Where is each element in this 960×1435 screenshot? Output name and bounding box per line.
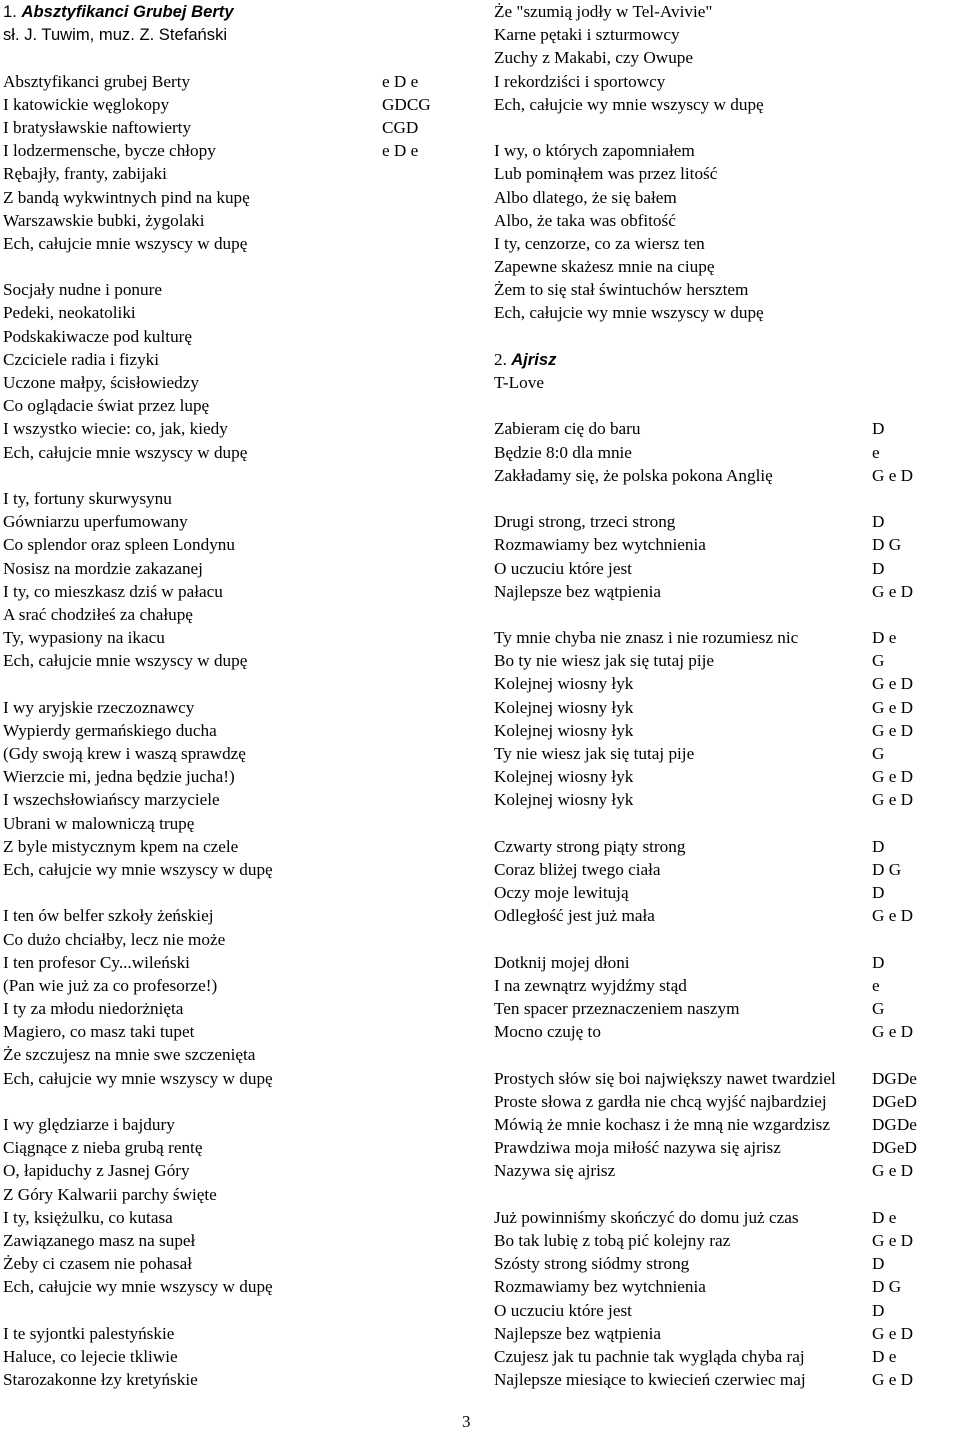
lyric-line — [494, 672, 960, 695]
lyric-line — [3, 93, 473, 116]
lyric-line — [494, 1275, 960, 1298]
lyric-text: Ech, całujcie wy mnie wszyscy w dupę — [494, 303, 764, 323]
lyric-line — [494, 1159, 960, 1182]
lyric-text: Wypierdy germańskiego ducha — [3, 720, 217, 740]
lyric-line — [494, 997, 960, 1020]
chord-label: CGD — [382, 117, 419, 137]
lyric-line — [3, 742, 473, 765]
lyric-text: Najlepsze bez wątpienia — [494, 581, 662, 601]
lyric-text: I ten profesor Cy...wileński — [3, 952, 190, 972]
lyric-line — [494, 1368, 960, 1391]
lyric-line — [3, 626, 473, 649]
lyric-line — [494, 417, 960, 440]
lyric-line — [494, 0, 960, 23]
lyric-line — [494, 441, 960, 464]
lyric-text: Zabieram cię do baru — [494, 419, 641, 439]
lyric-text: Magiero, co masz taki tupet — [3, 1022, 195, 1042]
lyric-text: O uczuciu które jest — [494, 1300, 632, 1320]
lyric-line — [3, 533, 473, 556]
lyric-text: Albo dlatego, że się bałem — [494, 187, 677, 207]
song-1-credits: sł. J. Tuwim, muz. Z. Stefański — [3, 25, 228, 45]
lyric-line — [494, 1299, 960, 1322]
chord-label: DGeD — [872, 1138, 917, 1158]
lyric-text: Że szczujesz na mnie swe szczenięta — [3, 1045, 256, 1065]
lyric-text: Haluce, co lejecie tkliwie — [3, 1346, 178, 1366]
lyric-line — [494, 974, 960, 997]
chord-label: G e D — [872, 1230, 914, 1250]
lyric-text: Z byle mistycznym kpem na czele — [3, 836, 239, 856]
lyric-text: Karne pętaki i szturmowcy — [494, 25, 680, 45]
lyric-text: Kolejnej wiosny łyk — [494, 790, 634, 810]
chord-label: G e D — [872, 697, 914, 717]
lyric-line — [3, 70, 473, 93]
lyric-text: Prostych słów się boi największy nawet twardziel — [494, 1068, 836, 1088]
lyric-line — [494, 1252, 960, 1275]
lyric-line — [494, 162, 960, 185]
lyric-text: Ech, całujcie mnie wszyscy w dupę — [3, 442, 248, 462]
lyric-line — [494, 1206, 960, 1229]
chord-label: G e D — [872, 720, 914, 740]
lyric-line — [3, 603, 473, 626]
lyric-line — [494, 301, 960, 324]
chord-label: e D e — [382, 71, 419, 91]
lyric-line — [3, 928, 473, 951]
lyric-text: Nazywa się ajrisz — [494, 1161, 616, 1181]
lyric-text: Co oglądacie świat przez lupę — [3, 396, 210, 416]
chord-label: D e — [872, 1346, 897, 1366]
lyric-text: Coraz bliżej twego ciała — [494, 859, 661, 879]
lyric-line — [494, 1020, 960, 1043]
lyric-line — [494, 186, 960, 209]
lyric-line — [3, 1252, 473, 1275]
lyric-text: Uczone małpy, ścisłowiedzy — [3, 373, 200, 392]
lyric-line — [494, 1090, 960, 1113]
chord-label: D — [872, 1254, 885, 1274]
lyric-line — [494, 232, 960, 255]
lyric-text: Ty, wypasiony na ikacu — [3, 628, 165, 648]
lyric-line — [3, 696, 473, 719]
lyric-line — [3, 557, 473, 580]
lyric-line — [3, 858, 473, 881]
lyric-text: Dotknij mojej dłoni — [494, 952, 630, 972]
lyric-text: Pedeki, neokatoliki — [3, 303, 136, 323]
chord-label: DGDe — [872, 1115, 917, 1134]
chord-label: D — [872, 1300, 885, 1320]
lyric-text: Ubrani w malowniczą trupę — [3, 813, 195, 833]
lyric-line — [3, 788, 473, 811]
lyric-line — [3, 162, 473, 185]
lyric-line — [494, 881, 960, 904]
lyric-line — [3, 1159, 473, 1182]
lyric-line — [494, 1067, 960, 1090]
chord-label: G e D — [872, 581, 914, 601]
lyric-text: Z Góry Kalwarii parchy święte — [3, 1184, 217, 1204]
lyric-text: I wszechsłowiańscy marzyciele — [3, 790, 220, 810]
lyric-line — [3, 348, 473, 371]
lyric-line — [3, 1322, 473, 1345]
chord-label: G e D — [872, 674, 914, 694]
lyric-line — [494, 533, 960, 556]
lyric-text: Kolejnej wiosny łyk — [494, 720, 634, 740]
lyric-text: I katowickie węglokopy — [3, 94, 170, 114]
lyric-text: Gówniarzu uperfumowany — [3, 512, 188, 532]
lyric-text: I wy, o których zapomniałem — [494, 141, 695, 161]
lyric-text: Będzie 8:0 dla mnie — [494, 442, 632, 462]
lyric-text: Albo, że taka was obfitość — [494, 210, 676, 230]
lyric-line — [3, 1113, 473, 1136]
chord-label: DGeD — [872, 1091, 917, 1111]
lyric-text: Kolejnej wiosny łyk — [494, 767, 634, 787]
lyric-line — [494, 23, 960, 46]
lyric-text: Prawdziwa moja miłość nazywa się ajrisz — [494, 1138, 781, 1158]
chord-label: GDCG — [382, 94, 431, 114]
lyric-text: Zakładamy się, że polska pokona Anglię — [494, 465, 773, 485]
lyric-line — [3, 301, 473, 324]
chord-label: D — [872, 512, 885, 532]
chord-label: G e D — [872, 767, 914, 787]
chord-label: G e D — [872, 1370, 914, 1390]
lyric-text: (Gdy swoją krew i waszą sprawdzę — [3, 744, 246, 763]
lyric-line — [494, 1113, 960, 1136]
lyric-line — [3, 719, 473, 742]
lyric-line — [3, 1136, 473, 1159]
lyric-text: Czujesz jak tu pachnie tak wygląda chyba raj — [494, 1346, 805, 1366]
lyric-text: I wy ględziarze i bajdury — [3, 1115, 175, 1134]
song-2-lyrics — [494, 417, 960, 1391]
lyric-line — [3, 1206, 473, 1229]
lyric-text: Ten spacer przeznaczeniem naszym — [494, 999, 740, 1019]
lyric-line — [3, 139, 473, 162]
lyric-text: Ech, całujcie mnie wszyscy w dupę — [3, 233, 248, 253]
chord-label: G e D — [872, 790, 914, 810]
song-2-artist: T-Love — [494, 373, 544, 392]
chord-label: G — [872, 651, 885, 671]
lyric-line — [3, 186, 473, 209]
lyric-line — [494, 835, 960, 858]
lyric-text: Czciciele radia i fizyki — [3, 349, 160, 369]
lyric-text: Starozakonne łzy kretyńskie — [3, 1370, 198, 1390]
lyric-text: Wierzcie mi, jedna będzie jucha!) — [3, 767, 235, 787]
lyric-line — [3, 394, 473, 417]
lyric-line — [494, 719, 960, 742]
lyric-text: Rozmawiamy bez wytchnienia — [494, 535, 706, 555]
lyric-line — [494, 1345, 960, 1368]
lyric-text: Drugi strong, trzeci strong — [494, 512, 676, 532]
lyric-line — [3, 371, 473, 394]
song-1-lyrics-continued — [494, 0, 960, 325]
lyric-line — [3, 580, 473, 603]
lyric-text: Ty mnie chyba nie znasz i nie rozumiesz nic — [494, 628, 799, 648]
lyric-line — [3, 1229, 473, 1252]
lyric-text: I na zewnątrz wyjdźmy stąd — [494, 975, 687, 995]
lyric-line — [3, 951, 473, 974]
lyric-line — [494, 626, 960, 649]
lyric-line — [494, 209, 960, 232]
chord-label: G e D — [872, 906, 914, 926]
chord-label: D e — [872, 628, 897, 648]
lyric-text: Najlepsze miesiące to kwiecień czerwiec maj — [494, 1370, 806, 1390]
chord-label: DGDe — [872, 1068, 917, 1088]
lyric-line — [3, 1020, 473, 1043]
lyric-line — [3, 1067, 473, 1090]
lyric-line — [3, 116, 473, 139]
lyric-text: I ty, cenzorze, co za wiersz ten — [494, 233, 705, 253]
lyric-text: Zawiązanego masz na supeł — [3, 1230, 196, 1250]
lyric-text: Żeby ci czasem nie pohasał — [3, 1254, 192, 1274]
lyric-text: I bratysławskie naftowierty — [3, 117, 192, 137]
lyric-text: Kolejnej wiosny łyk — [494, 697, 634, 717]
chord-label: G e D — [872, 1022, 914, 1042]
lyric-text: I rekordziści i sportowcy — [494, 71, 666, 91]
chord-label: D G — [872, 859, 902, 879]
lyric-line — [3, 232, 473, 255]
lyric-text: Że "szumią jodły w Tel-Avivie" — [494, 2, 713, 21]
lyric-text: I wszystko wiecie: co, jak, kiedy — [3, 419, 228, 439]
chord-label: G e D — [872, 1323, 914, 1343]
chord-label: e — [872, 975, 880, 995]
lyric-line — [3, 812, 473, 835]
lyric-text: Mocno czuję to — [494, 1022, 601, 1042]
lyric-line — [3, 441, 473, 464]
lyric-text: I ty, fortuny skurwysynu — [3, 488, 172, 508]
chord-label: G — [872, 744, 885, 763]
lyric-text: Ech, całujcie wy mnie wszyscy w dupę — [3, 1068, 273, 1088]
lyric-text: (Pan wie już za co profesorze!) — [3, 975, 218, 995]
lyric-text: I ty za młodu niedorżnięta — [3, 999, 184, 1019]
lyric-line — [3, 1183, 473, 1206]
lyric-text: O uczuciu które jest — [494, 558, 632, 578]
lyric-text: A srać chodziłeś za chałupę — [3, 604, 193, 624]
lyric-line — [494, 649, 960, 672]
lyric-text: Czwarty strong piąty strong — [494, 836, 686, 856]
lyric-text: Kolejnej wiosny łyk — [494, 674, 634, 694]
song-1-title: 1. Absztyfikanci Grubej Berty — [3, 2, 234, 21]
lyric-line — [494, 510, 960, 533]
lyric-line — [494, 765, 960, 788]
lyric-text: I ten ów belfer szkoły żeńskiej — [3, 906, 214, 926]
lyric-line — [3, 835, 473, 858]
lyric-text: Odległość jest już mała — [494, 906, 655, 926]
lyric-text: Nosisz na mordzie zakazanej — [3, 558, 203, 578]
lyric-line — [494, 70, 960, 93]
lyric-text: I wy aryjskie rzeczoznawcy — [3, 697, 195, 717]
lyric-line — [494, 1322, 960, 1345]
lyric-line — [494, 46, 960, 69]
lyric-line — [494, 904, 960, 927]
lyric-line — [494, 858, 960, 881]
lyric-text: Ech, całujcie mnie wszyscy w dupę — [3, 651, 248, 671]
lyric-line — [3, 997, 473, 1020]
song-1-lyrics — [3, 70, 473, 1392]
lyric-text: Rozmawiamy bez wytchnienia — [494, 1277, 706, 1297]
lyric-line — [494, 139, 960, 162]
lyric-line — [494, 788, 960, 811]
chord-label: D — [872, 836, 885, 856]
lyric-text: Najlepsze bez wątpienia — [494, 1323, 662, 1343]
lyric-text: Ty nie wiesz jak się tutaj pije — [494, 744, 695, 763]
chord-label: G — [872, 999, 885, 1019]
lyric-text: Rębajły, franty, zabijaki — [3, 164, 167, 184]
chord-label: D G — [872, 1277, 902, 1297]
chord-label: D — [872, 558, 885, 578]
lyric-line — [494, 1229, 960, 1252]
lyric-text: Proste słowa z gardła nie chcą wyjść najbardziej — [494, 1091, 827, 1111]
lyric-text: I te syjontki palestyńskie — [3, 1323, 175, 1343]
song-2-title: 2. Ajrisz — [494, 349, 557, 369]
chord-label: e D e — [382, 141, 419, 161]
lyric-text: Warszawskie bubki, żygolaki — [3, 210, 205, 230]
lyric-line — [494, 1136, 960, 1159]
lyric-text: Podskakiwacze pod kulturę — [3, 326, 193, 346]
lyric-text: Ciągnące z nieba grubą rentę — [3, 1138, 203, 1158]
lyric-text: Mówią że mnie kochasz i że mną nie wzgardzisz — [494, 1115, 830, 1134]
lyric-line — [3, 209, 473, 232]
chord-label: G e D — [872, 1161, 914, 1181]
lyric-text: Szósty strong siódmy strong — [494, 1254, 690, 1274]
chord-label: D — [872, 952, 885, 972]
lyric-line — [3, 1368, 473, 1391]
chord-label: D — [872, 419, 885, 439]
lyric-text: Ech, całujcie wy mnie wszyscy w dupę — [3, 859, 273, 879]
lyric-text: Ech, całujcie wy mnie wszyscy w dupę — [494, 94, 764, 114]
lyric-text: Bo tak lubię z tobą pić kolejny raz — [494, 1230, 731, 1250]
chord-label: D — [872, 883, 885, 903]
lyric-text: Oczy moje lewitują — [494, 883, 629, 903]
lyric-line — [494, 278, 960, 301]
lyric-line — [3, 1275, 473, 1298]
lyric-text: Zuchy z Makabi, czy Owupe — [494, 48, 694, 68]
lyric-line — [494, 464, 960, 487]
lyric-text: I ty, księżulku, co kutasa — [3, 1207, 173, 1227]
lyric-line — [3, 765, 473, 788]
right-column — [494, 0, 960, 1391]
lyric-text: Co splendor oraz spleen Londynu — [3, 535, 235, 555]
lyric-text: Z bandą wykwintnych pind na kupę — [3, 187, 250, 207]
lyric-text: I ty, co mieszkasz dziś w pałacu — [3, 581, 223, 601]
lyric-line — [3, 487, 473, 510]
lyric-line — [3, 1345, 473, 1368]
lyric-text: Lub pominąłem was przez litość — [494, 164, 718, 184]
lyric-line — [3, 510, 473, 533]
lyric-line — [494, 580, 960, 603]
lyric-line — [494, 696, 960, 719]
lyric-line — [3, 649, 473, 672]
lyric-line — [494, 742, 960, 765]
chord-label: D G — [872, 535, 902, 555]
lyric-line — [3, 1043, 473, 1066]
lyric-text: I lodzermensche, bycze chłopy — [3, 141, 216, 161]
lyric-text: Zapewne skażesz mnie na ciupę — [494, 257, 715, 277]
lyric-text: Co dużo chciałby, lecz nie może — [3, 929, 226, 949]
lyric-line — [3, 325, 473, 348]
lyric-line — [3, 904, 473, 927]
lyric-line — [3, 974, 473, 997]
lyric-text: Socjały nudne i ponure — [3, 280, 162, 300]
lyric-text: O, łapiduchy z Jasnej Góry — [3, 1161, 190, 1181]
lyric-text: Żem to się stał świntuchów hersztem — [494, 280, 749, 300]
lyric-line — [494, 557, 960, 580]
chord-label: G e D — [872, 465, 914, 485]
left-column — [3, 0, 473, 1391]
lyric-line — [494, 93, 960, 116]
lyric-line — [494, 951, 960, 974]
lyric-text: Absztyfikanci grubej Berty — [3, 71, 191, 91]
chord-label: D e — [872, 1207, 897, 1227]
lyric-text: Bo ty nie wiesz jak się tutaj pije — [494, 651, 715, 671]
lyric-line — [3, 417, 473, 440]
chord-label: e — [872, 442, 880, 462]
lyric-text: Ech, całujcie wy mnie wszyscy w dupę — [3, 1277, 273, 1297]
lyric-line — [3, 278, 473, 301]
lyric-text: Już powinniśmy skończyć do domu już czas — [494, 1207, 799, 1227]
page-number: 3 — [462, 1412, 471, 1431]
lyric-line — [494, 255, 960, 278]
